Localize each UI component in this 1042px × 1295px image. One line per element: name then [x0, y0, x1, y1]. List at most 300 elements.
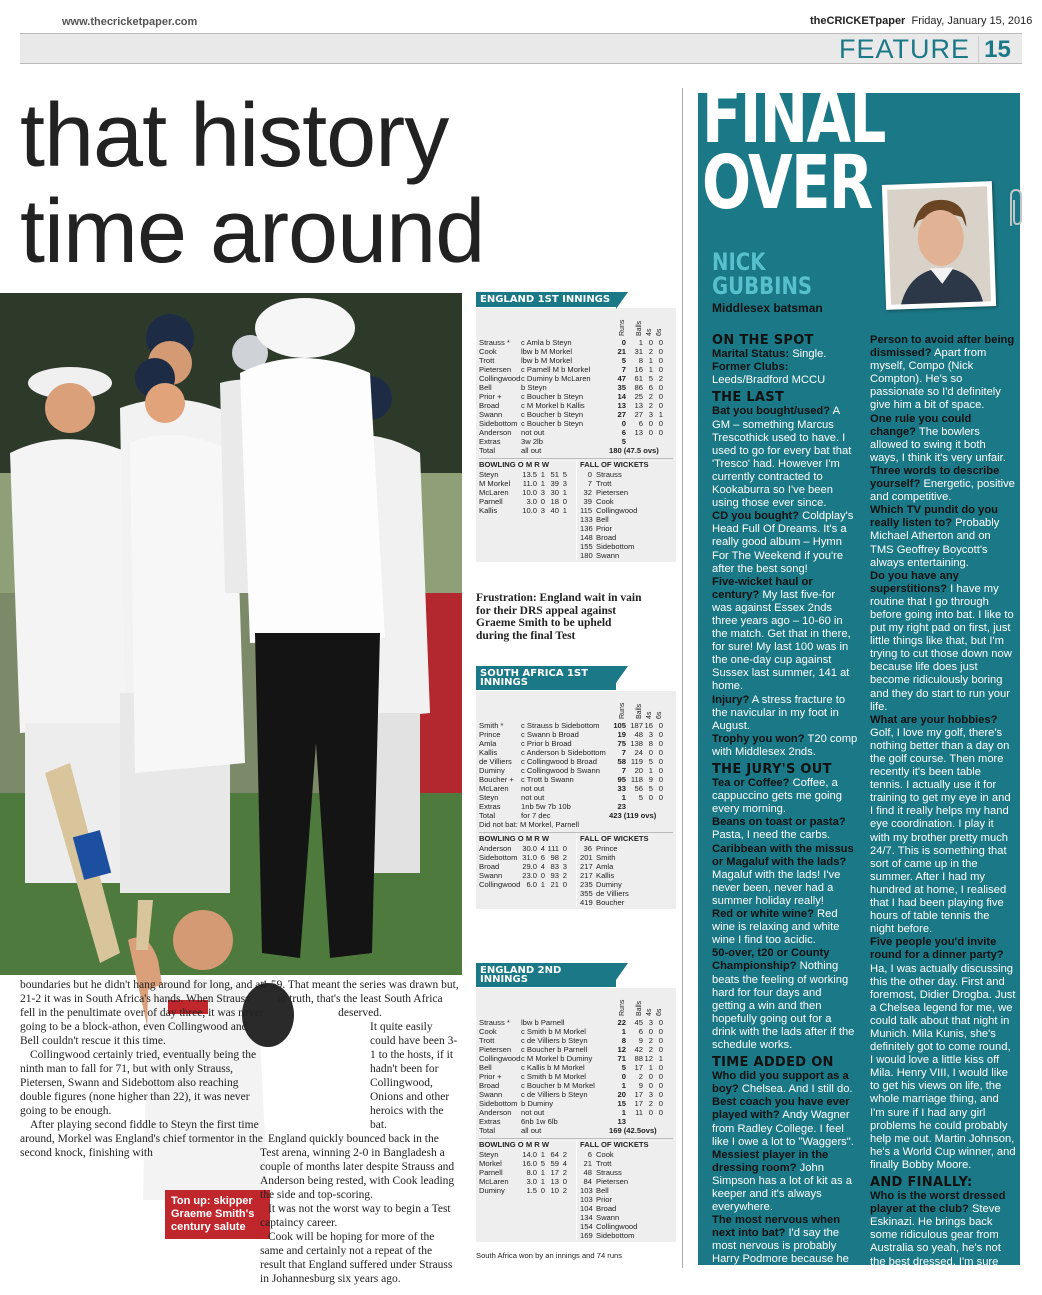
fours	[643, 802, 653, 811]
qa-item	[712, 694, 858, 733]
photo-caption: Frustration: England wait in vain for their DRS appeal against Graeme Smith to be upheld during the final Test	[476, 592, 642, 642]
qa-column-1	[712, 334, 858, 1293]
sixes: 0	[658, 1081, 663, 1090]
runs-conceded: 111	[547, 844, 559, 853]
dismissal: c Prior b Broad	[521, 739, 572, 748]
column-header: 4s	[646, 711, 653, 719]
qa-item	[712, 576, 858, 694]
fow-batsman: Strauss	[596, 470, 622, 479]
total-score: 423 (119 ovs)	[609, 811, 657, 820]
sixes: 0	[658, 392, 663, 401]
balls: 1	[638, 338, 643, 347]
dismissal: c Kallis b M Morkel	[521, 1063, 585, 1072]
overs: 8.0	[526, 1168, 537, 1177]
qa-item	[712, 1149, 858, 1214]
fow-row	[580, 1204, 673, 1213]
qa-item	[712, 510, 858, 575]
bowling-section	[479, 832, 673, 907]
balls	[626, 802, 643, 811]
batsman-name: Trott	[479, 1036, 495, 1045]
fours: 5	[648, 784, 653, 793]
fours: 0	[648, 419, 653, 428]
fow-batsman: Cook	[596, 1150, 614, 1159]
balls: 86	[634, 383, 643, 392]
balls: 118	[630, 775, 643, 784]
runs: 19	[617, 730, 626, 739]
player-last-name: GUBBINS	[712, 272, 813, 300]
balls: 17	[634, 1099, 643, 1108]
batting-row	[479, 1117, 673, 1126]
dismissal: 6nb 1w 6lb	[521, 1117, 558, 1126]
fow-score: 419	[580, 898, 593, 907]
fow-score: 36	[583, 844, 592, 853]
bowling-row	[479, 506, 573, 515]
maidens: 3	[540, 506, 545, 515]
fours: 0	[648, 1072, 653, 1081]
maidens: 1	[540, 470, 545, 479]
bowling-row	[479, 844, 573, 853]
batting-row	[479, 338, 673, 347]
runs: 5	[621, 437, 626, 446]
bowler-name: Duminy	[479, 1186, 505, 1195]
scorecard-sa-1st	[476, 666, 676, 909]
batsman-name: Duminy	[479, 766, 505, 775]
bowling-figures	[479, 459, 577, 560]
batsman-name: Kallis	[479, 748, 498, 757]
balls: 17	[634, 1090, 643, 1099]
qa-item	[712, 843, 858, 908]
fours: 1	[648, 766, 653, 775]
batsman-name: Anderson	[479, 1108, 512, 1117]
qa-item	[712, 733, 858, 759]
fow-score: 7	[587, 479, 592, 488]
qa-answer: Coldplay's Head Full Of Dreams. It's a really good album – Hymn For The Weekend if you're after the best song!	[712, 510, 854, 575]
runs-conceded: 98	[550, 853, 559, 862]
fow-batsman: Swann	[596, 1213, 620, 1222]
bowling-header: BOWLING O M R W	[479, 460, 550, 469]
sixes: 0	[658, 793, 663, 802]
qa-question: Bat you bought/used?	[712, 405, 831, 418]
batting-row	[479, 437, 673, 446]
sixes: 0	[658, 1108, 663, 1117]
fow-batsman: Amla	[596, 862, 614, 871]
maidens: 4	[540, 862, 545, 871]
qa-question: Which TV pundit do you really listen to?	[870, 504, 999, 530]
batting-row	[479, 793, 673, 802]
batting-row	[479, 730, 673, 739]
qa-answer: Chelsea. And I still do.	[738, 1083, 853, 1096]
fow-row	[580, 479, 673, 488]
sixes: 0	[658, 1027, 663, 1036]
column-header: Balls	[636, 320, 643, 336]
qa-question: Who is the worst dressed player at the club?	[870, 1190, 1006, 1216]
fours: 0	[648, 748, 653, 757]
wickets: 2	[562, 1168, 567, 1177]
maidens: 0	[540, 871, 545, 880]
fours: 8	[648, 739, 653, 748]
batsman-name: Broad	[479, 1081, 500, 1090]
qa-section-heading: TIME ADDED ON	[712, 1055, 834, 1071]
qa-answer: Magaluf with the lads! I've never been, never had a summer holiday really!	[712, 868, 841, 907]
body-paragraph: Collingwood certainly tried, eventually being the ninth man to fall for 71, but with only Strauss, Pietersen, Swann and Sidebottom also reaching double figures (none higher than 22), it was never going to be enough.	[20, 1049, 257, 1117]
overs: 6.0	[526, 880, 537, 889]
dismissal: c M Morkel b Duminy	[521, 1054, 593, 1063]
qa-question: Beans on toast or pasta?	[712, 816, 846, 829]
batsman-name: Smith *	[479, 721, 504, 730]
balls: 6	[638, 1027, 643, 1036]
fow-batsman: Trott	[596, 1159, 612, 1168]
masthead-brand: theCRICKETpaper	[810, 15, 906, 27]
total-label: Total	[479, 1126, 496, 1135]
section-bar	[20, 33, 1022, 64]
wickets: 2	[562, 1150, 567, 1159]
fow-row	[580, 862, 673, 871]
fours: 0	[648, 428, 653, 437]
bowling-row	[479, 1168, 573, 1177]
balls: 24	[634, 748, 643, 757]
fow-row	[580, 1159, 673, 1168]
dismissal: c Swann b Broad	[521, 730, 579, 739]
sixes: 0	[658, 784, 663, 793]
batting-row	[479, 1018, 673, 1027]
column-header: Balls	[636, 703, 643, 719]
column-header: 6s	[656, 1008, 663, 1016]
qa-answer: Single.	[789, 348, 827, 361]
fow-score: 104	[580, 1204, 593, 1213]
balls	[626, 1117, 643, 1126]
batsman-name: Extras	[479, 802, 501, 811]
column-header: 4s	[646, 1008, 653, 1016]
batting-row	[479, 802, 673, 811]
fow-row	[580, 1213, 673, 1222]
fall-of-wickets	[577, 833, 673, 907]
qa-question: One rule you could change?	[870, 412, 972, 438]
batsman-name: Extras	[479, 437, 501, 446]
runs: 21	[617, 347, 626, 356]
qa-item	[712, 1096, 858, 1148]
runs: 33	[617, 784, 626, 793]
qa-answer: Golf, I love my golf, there's nothing better than a day on the golf course. Then more recently it's been table tennis. I actually use it for training to get my eye in and I find it really helps my hand eye coordination. I play it with my brother pretty much 24/7. This is something that sort of came up in the summer. After I had my hundred at home, I realised that I had been playing five hours of table tennis the night before.	[870, 726, 1011, 936]
runs: 7	[621, 766, 626, 775]
cricket-players-illustration	[0, 293, 462, 975]
fours: 1	[648, 356, 653, 365]
page-number: 15	[978, 36, 1016, 63]
qa-answer: Steve Eskinazi. He brings back some ridiculous gear from Australia so yeah, he's not the best dressed. I'm sure some of the lads would say me but he's much worse.	[870, 1203, 1005, 1294]
player-first-name: NICK	[712, 248, 766, 276]
dismissal: c Anderson b Sidebottom	[521, 748, 606, 757]
balls: 42	[634, 1045, 643, 1054]
fow-score: 136	[580, 524, 593, 533]
runs: 6	[621, 428, 626, 437]
wickets: 5	[562, 470, 567, 479]
batsman-name: Trott	[479, 356, 495, 365]
scorecard-title: ENGLAND 2ND INNINGS	[476, 963, 616, 987]
column-header: Runs	[619, 999, 626, 1016]
runs-conceded: 51	[550, 470, 559, 479]
batsman-name: Sidebottom	[479, 1099, 518, 1108]
qa-answer: I'd say the most nervous is probably Harry Podmore because he wants to do so well. He loves his batting.	[712, 1227, 857, 1292]
bowling-row	[479, 1159, 573, 1168]
fow-score: 32	[583, 488, 592, 497]
batting-row	[479, 1045, 673, 1054]
dismissal: c Amla b Steyn	[521, 338, 572, 347]
batsman-name: Collingwood	[479, 374, 521, 383]
balls: 31	[634, 347, 643, 356]
qa-column-2	[870, 334, 1016, 1295]
overs: 23.0	[522, 871, 537, 880]
runs: 1	[621, 1027, 626, 1036]
sixes: 0	[658, 721, 663, 730]
bowler-name: Swann	[479, 871, 503, 880]
batting-row	[479, 757, 673, 766]
bowler-name: Anderson	[479, 844, 512, 853]
paperclip-icon	[1006, 188, 1024, 228]
fow-score: 103	[580, 1195, 593, 1204]
batsman-name: Boucher +	[479, 775, 514, 784]
total-detail: for 7 dec	[521, 811, 551, 820]
fow-row	[580, 506, 673, 515]
qa-item	[870, 570, 1016, 714]
qa-item	[712, 361, 858, 387]
batting-row	[479, 1099, 673, 1108]
fow-row	[580, 1222, 673, 1231]
bowling-row	[479, 1150, 573, 1159]
fours: 3	[648, 410, 653, 419]
qa-question: Three words to describe yourself?	[870, 464, 1000, 491]
wickets: 3	[562, 479, 567, 488]
balls: 8	[638, 356, 643, 365]
batting-row	[479, 419, 673, 428]
batting-row	[479, 410, 673, 419]
runs: 47	[617, 374, 626, 383]
bowler-name: Steyn	[479, 470, 499, 479]
column-divider	[682, 88, 683, 1268]
qa-item	[870, 465, 1016, 504]
final-over-title-1: FINAL	[702, 74, 885, 160]
bowling-row	[479, 871, 573, 880]
fow-score: 134	[580, 1213, 593, 1222]
balls: 119	[630, 757, 643, 766]
runs: 1	[621, 793, 626, 802]
balls: 20	[634, 766, 643, 775]
column-header: 6s	[656, 711, 663, 719]
qa-answer: Nothing beats the feeling of working hard for four days and getting a win and then hopefully going out for a drink with the lads after if the schedule works.	[712, 960, 855, 1051]
batting-row	[479, 721, 673, 730]
body-column-1	[20, 978, 266, 1160]
qa-question: Injury?	[712, 693, 750, 706]
batsman-name: Steyn	[479, 793, 499, 802]
fours: 6	[648, 383, 653, 392]
dismissal: c Boucher b Parnell	[521, 1045, 588, 1054]
qa-question: Five people you'd invite round for a dinner party?	[870, 936, 1004, 962]
batsman-name: Strauss *	[479, 1018, 510, 1027]
wickets: 2	[562, 853, 567, 862]
fours: 5	[648, 757, 653, 766]
body-paragraph: 4-59. That meant the series was drawn but, in truth, that's the least South Africa deserved.	[261, 979, 459, 1019]
runs: 5	[621, 1063, 626, 1072]
dismissal: b Duminy	[521, 1099, 554, 1108]
dismissal: c Strauss b Sidebottom	[521, 721, 600, 730]
runs: 14	[617, 392, 626, 401]
batting-row	[479, 1108, 673, 1117]
qa-question: What are your hobbies?	[870, 713, 998, 726]
fours: 3	[648, 1018, 653, 1027]
overs: 3.0	[526, 497, 537, 506]
runs: 27	[617, 410, 626, 419]
fours: 1	[648, 1063, 653, 1072]
total-row	[479, 1126, 673, 1135]
fours: 3	[648, 730, 653, 739]
runs: 95	[617, 775, 626, 784]
fall-of-wickets	[577, 459, 673, 560]
total-detail: all out	[521, 1126, 542, 1135]
column-header: 6s	[656, 328, 663, 336]
overs: 10.0	[522, 488, 537, 497]
bowler-name: McLaren	[479, 1177, 509, 1186]
fours: 2	[648, 347, 653, 356]
maidens: 1	[540, 880, 545, 889]
fow-row	[580, 880, 673, 889]
total-label: Total	[479, 811, 496, 820]
runs-conceded: 30	[550, 488, 559, 497]
maidens: 0	[540, 1186, 545, 1195]
batting-row	[479, 1036, 673, 1045]
balls: 2	[638, 1072, 643, 1081]
balls: 16	[634, 365, 643, 374]
batting-row	[479, 347, 673, 356]
maidens: 1	[540, 1150, 545, 1159]
fow-score: 235	[580, 880, 593, 889]
maidens: 6	[540, 853, 545, 862]
balls: 17	[634, 1063, 643, 1072]
qa-item	[712, 348, 858, 361]
qa-answer: A GM – something Marcus Trescothick used to have. I used to go for every bat that 'Tresco' had. However I'm currently contracted to Kookaburra so I've been using those ever since.	[712, 405, 852, 510]
balls: 48	[634, 730, 643, 739]
column-header: Balls	[636, 1000, 643, 1016]
sixes: 2	[658, 374, 663, 383]
bowler-name: McLaren	[479, 488, 509, 497]
fow-batsman: Bell	[596, 515, 609, 524]
bowling-row	[479, 1177, 573, 1186]
balls: 56	[634, 784, 643, 793]
bowling-figures	[479, 833, 577, 907]
bowling-figures	[479, 1139, 577, 1240]
bowler-name: M Morkel	[479, 479, 511, 488]
sixes: 0	[658, 383, 663, 392]
balls: 11	[635, 1108, 643, 1117]
overs: 16.0	[522, 1159, 537, 1168]
wickets: 0	[562, 497, 567, 506]
runs-conceded: 39	[550, 479, 559, 488]
dismissal: c de Villiers b Steyn	[521, 1090, 588, 1099]
wickets: 2	[562, 871, 567, 880]
batsman-name: Bell	[479, 1063, 492, 1072]
total-row	[479, 811, 673, 820]
batsman-name: Swann	[479, 1090, 503, 1099]
match-result: South Africa won by an innings and 74 runs	[476, 1251, 623, 1260]
maidens: 5	[540, 1159, 545, 1168]
player-portrait	[882, 181, 996, 310]
bowler-name: Parnell	[479, 497, 503, 506]
body-paragraph: boundaries but he didn't hang around for long, and at 21-2 it was in South Africa's hands. When Strauss fell in the penultimate over of day three, it was never going to be a block-athon, even Collingwood and Bell couldn't rescue it this time.	[20, 979, 264, 1047]
headline-line-1: that history	[20, 86, 449, 186]
qa-question: Messiest player in the dressing room?	[712, 1148, 829, 1174]
fow-score: 201	[580, 853, 593, 862]
batsman-name: Cook	[479, 347, 497, 356]
fow-row	[580, 1231, 673, 1240]
scorecard-column-headers	[479, 990, 673, 1018]
runs-conceded: 83	[550, 862, 559, 871]
total-score: 169 (42.5ovs)	[609, 1126, 657, 1135]
fow-score: 115	[580, 506, 593, 515]
runs: 35	[617, 383, 626, 392]
bowling-row	[479, 1186, 573, 1195]
headline	[20, 88, 484, 280]
section-label: FEATURE	[838, 34, 970, 64]
masthead	[810, 15, 1032, 27]
fow-batsman: Collingwood	[596, 506, 638, 515]
fours: 2	[648, 1036, 653, 1045]
runs: 7	[621, 365, 626, 374]
batsman-name: Sidebottom	[479, 419, 518, 428]
dismissal: c Smith b M Morkel	[521, 1072, 586, 1081]
fours: 0	[648, 1027, 653, 1036]
balls: 5	[638, 793, 643, 802]
fow-batsman: Smith	[596, 853, 616, 862]
runs-conceded: 59	[550, 1159, 559, 1168]
main-photo	[0, 293, 462, 975]
fours: 16	[644, 721, 653, 730]
balls: 61	[634, 374, 643, 383]
fow-batsman: Prior	[596, 1195, 613, 1204]
fow-score: 39	[583, 497, 592, 506]
bowling-row	[479, 853, 573, 862]
body-paragraph: It was not the worst way to begin a Test captaincy career.	[260, 1203, 451, 1229]
maidens: 1	[540, 1177, 545, 1186]
qa-item	[870, 714, 1016, 937]
runs: 8	[621, 1036, 626, 1045]
sixes: 0	[658, 730, 663, 739]
balls: 88	[634, 1054, 643, 1063]
fow-row	[580, 542, 673, 551]
batting-row	[479, 374, 673, 383]
fow-row	[580, 1150, 673, 1159]
runs: 0	[621, 419, 626, 428]
fow-batsman: de Villiers	[596, 889, 629, 898]
dismissal: c Boucher b Steyn	[521, 419, 584, 428]
overs: 30.0	[522, 844, 537, 853]
fow-score: 217	[580, 862, 593, 871]
dismissal: lbw b Parnell	[521, 1018, 565, 1027]
scorecard-eng-1st	[476, 292, 676, 562]
runs: 105	[613, 721, 626, 730]
sixes: 0	[658, 739, 663, 748]
bowling-section	[479, 458, 673, 560]
qa-item	[712, 908, 858, 947]
fow-batsman: Pietersen	[596, 1177, 629, 1186]
qa-answer: John Simpson has a lot of kit as a keeper and it's always everywhere.	[712, 1161, 852, 1214]
runs: 0	[621, 1072, 626, 1081]
batting-row	[479, 428, 673, 437]
fow-batsman: Pietersen	[596, 488, 629, 497]
inset-caption: Ton up: skipper Graeme Smith's century salute	[165, 1190, 270, 1239]
dismissal: c Boucher b M Morkel	[521, 1081, 595, 1090]
runs: 13	[617, 401, 626, 410]
total-label: Total	[479, 446, 496, 455]
scorecard-panel	[476, 691, 676, 909]
runs: 23	[617, 802, 626, 811]
runs: 71	[617, 1054, 626, 1063]
